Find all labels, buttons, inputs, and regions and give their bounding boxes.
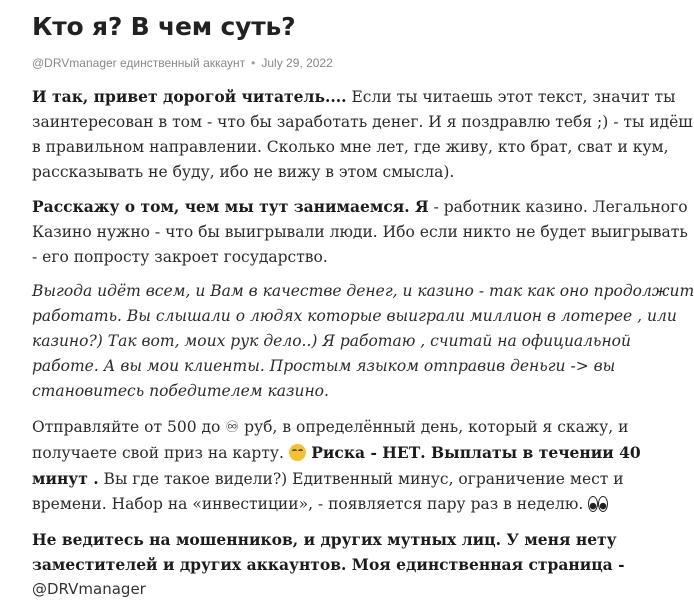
paragraph-warning: Не ведитесь на мошенников, и других мутных лиц. У меня нету заместителей и других аккаунтов. Моя единственная страница - @DRVmanager xyxy=(32,527,625,602)
paragraph-benefit: Выгода идёт всем, и Вам в качестве денег, и казино - так как оно продолжит работать. Вы слышали о людях которые выиграли миллион в лотерее , или казино?) Так вот, моих рук дело..) Я работаю , считай на официальной работе. А вы мои клиенты. Простым языком отправив деньги -> вы становитесь победителем казино. xyxy=(32,282,694,400)
eyes-icon xyxy=(588,495,608,512)
greeting-bold: И так, привет дорогой читатель.... xyxy=(32,87,347,106)
smiling-face-icon xyxy=(289,444,306,461)
paragraph-greeting: И так, привет дорогой читатель.... Если ты читаешь этот текст, значит ты заинтересован в том - что бы заработать денег. И я поздравлю тебя ;) - ты идёш в правильном направлении. Сколько мне лет, где живу, кто брат, сват и кум, рассказывать не буду, ибо не вижу в этом смысла). xyxy=(32,87,693,181)
author-link[interactable]: @DRVmanager единственный аккаунт xyxy=(32,56,246,70)
handle-link[interactable]: @DRVmanager xyxy=(32,580,146,598)
article-title: Кто я? В чем суть? xyxy=(32,12,296,41)
about-bold: Расскажу о том, чем мы тут занимаемся. Я xyxy=(32,197,429,216)
paragraph-terms: Отправляйте от 500 до ♾ руб, в определённый день, который я скажу, и получаете свой приз на карту. Риска - НЕТ. Выплаты в течении 40 минут . Вы где такое видели?) Едитвенный минус, ограничение мест и времени. Набор на «инвестиции», - появляется пару раз в неделю. xyxy=(32,418,641,513)
article-meta xyxy=(32,56,333,70)
paragraph-about: Расскажу о том, чем мы тут занимаемся. Я - работник казино. Легального Казино нужно - что бы выигрывали люди. Ибо если никто не будет выигрывать - его попросту закроет государство. xyxy=(32,197,688,266)
meta-separator: • xyxy=(251,56,256,70)
publish-date: July 29, 2022 xyxy=(261,56,333,70)
